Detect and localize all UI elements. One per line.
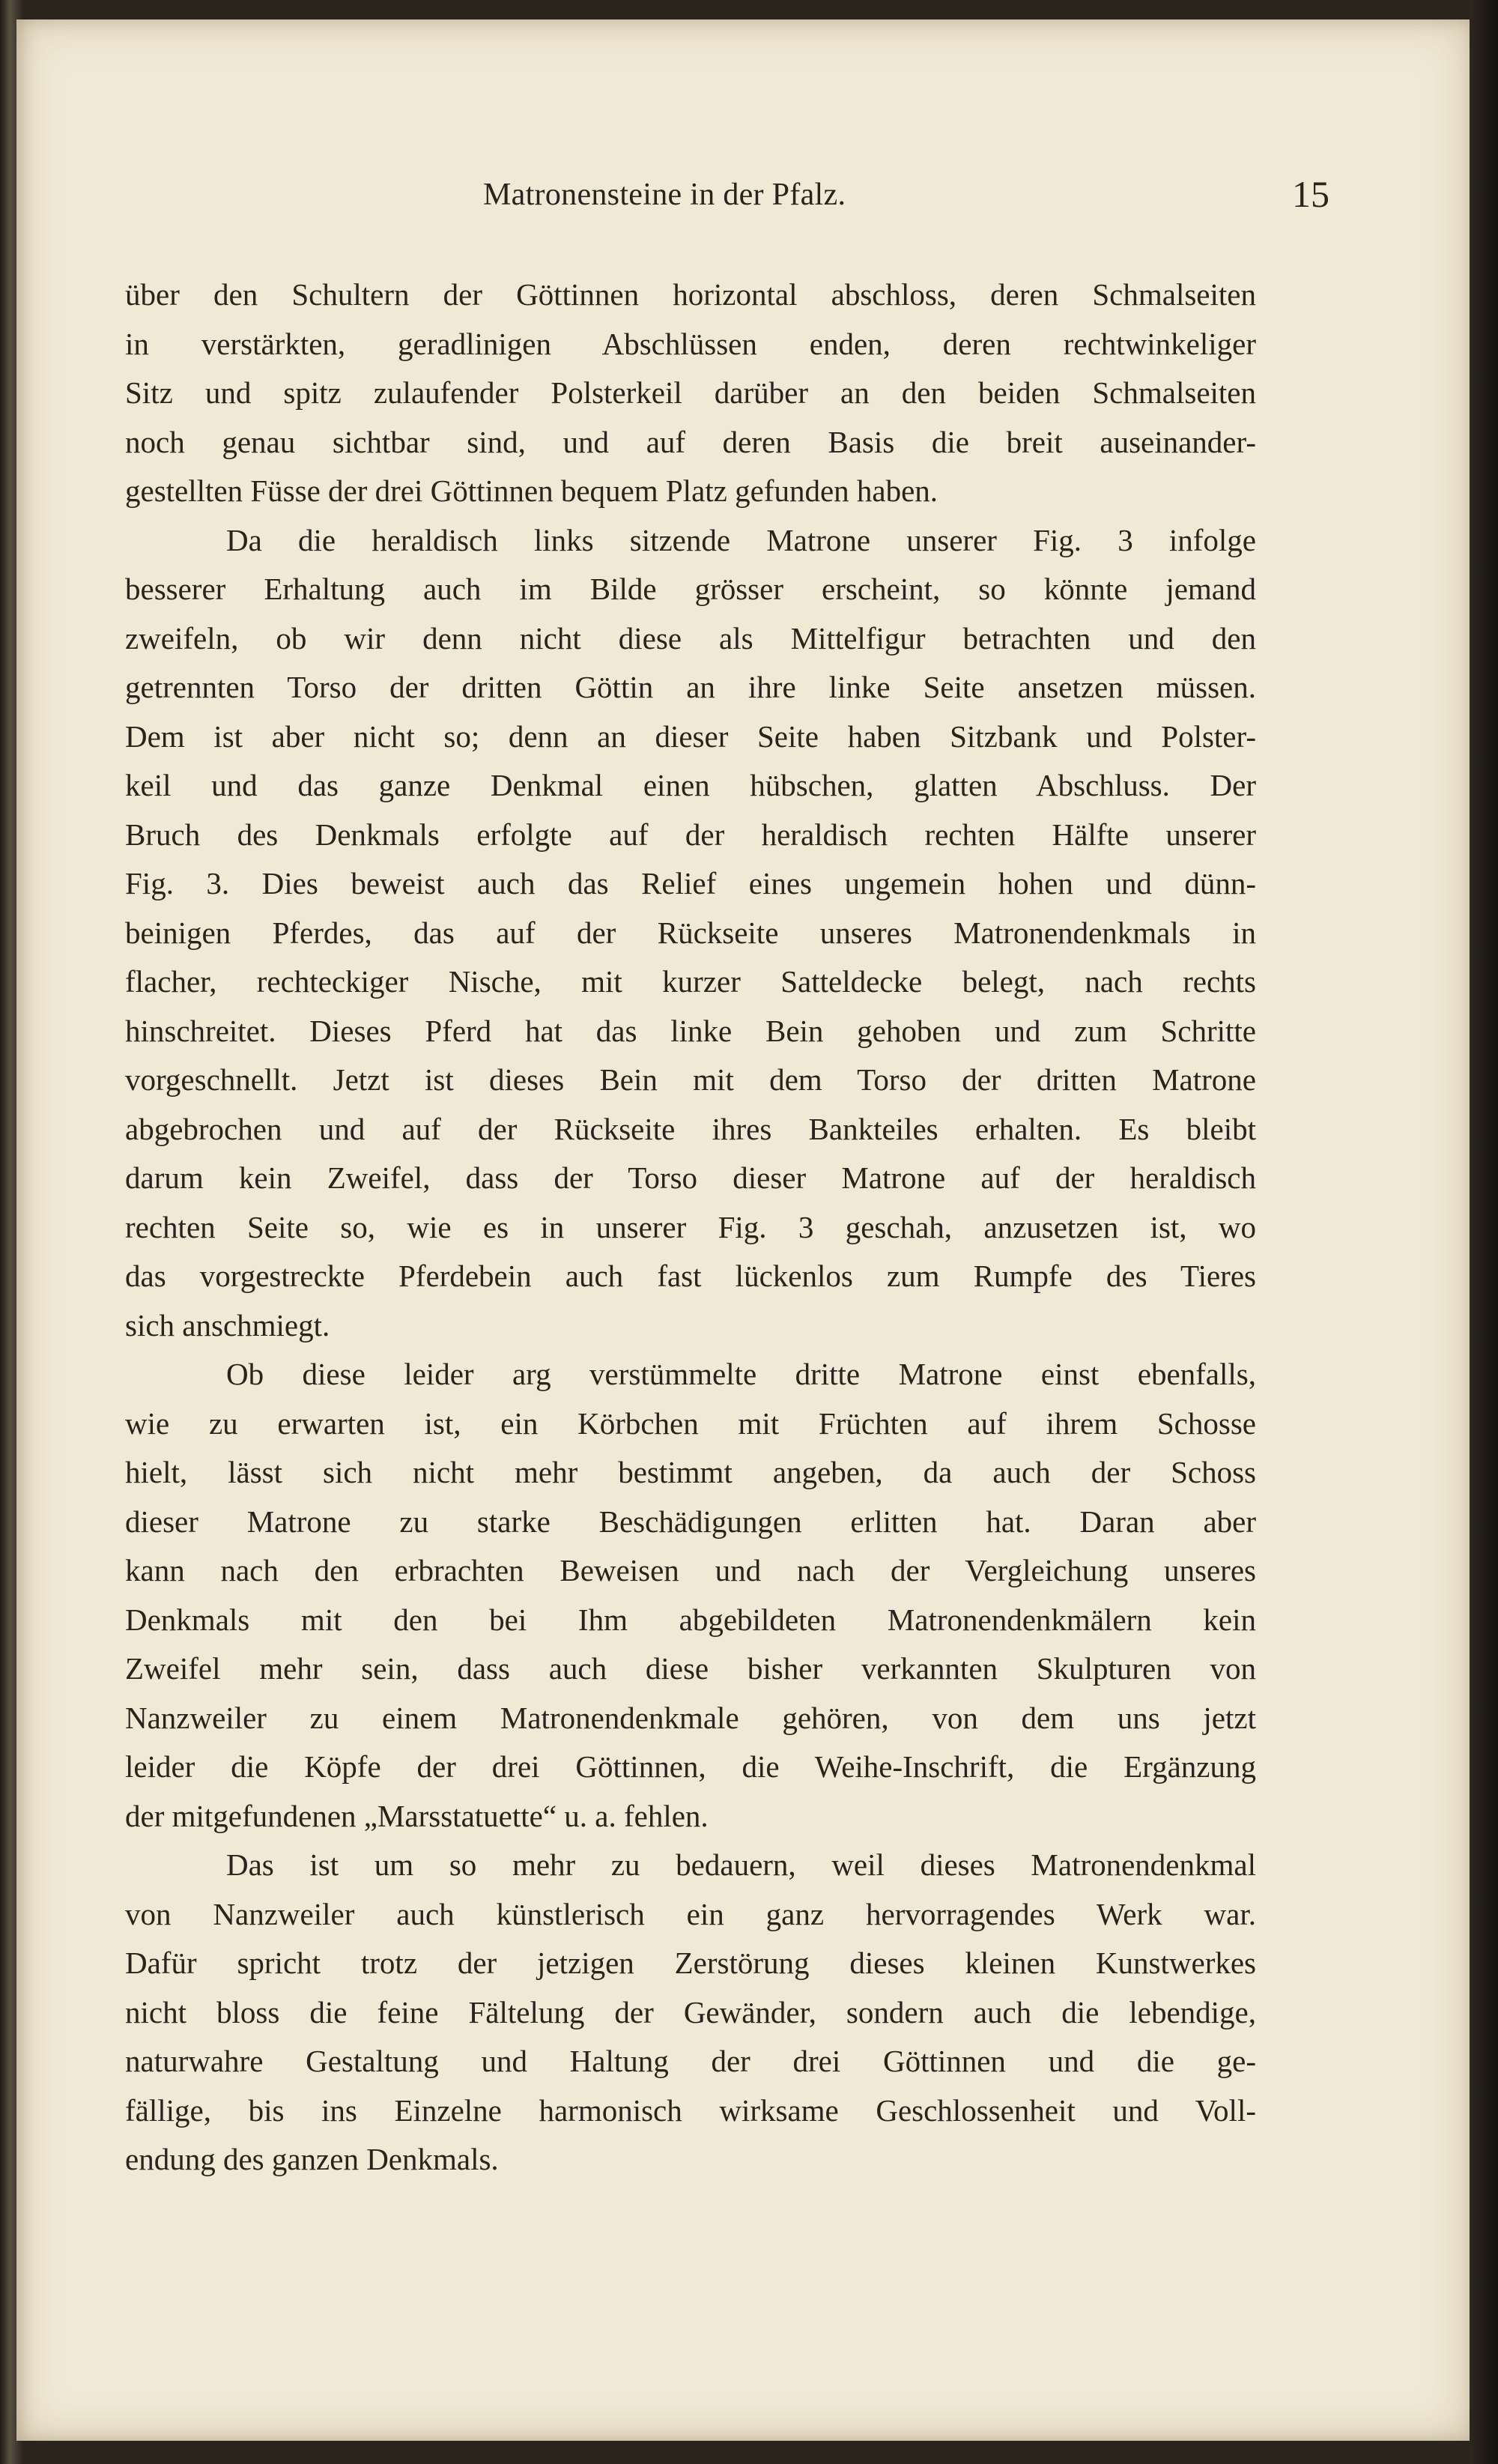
text-line: Denkmals mit den bei Ihm abgebildeten Matronendenkmälern kein [125, 1602, 1256, 1637]
text-line: wie zu erwarten ist, ein Körbchen mit Früchten auf ihrem Schosse [125, 1405, 1256, 1441]
text-line: kann nach den erbrachten Beweisen und nach der Vergleichung unseres [125, 1553, 1256, 1587]
text-line: beinigen Pferdes, das auf der Rückseite unseres Matronendenkmals in [125, 915, 1256, 950]
text-line: vorgeschnellt. Jetzt ist dieses Bein mit dem Torso der dritten Matrone [125, 1062, 1256, 1097]
page-edge-shadow [1470, 0, 1498, 2464]
text-line: dieser Matrone zu starke Beschädigungen erlitten hat. Daran aber [125, 1504, 1256, 1539]
text-line: fällige, bis ins Einzelne harmonisch wirksame Geschlossenheit und Voll- [125, 2092, 1256, 2128]
text-line: Bruch des Denkmals erfolgte auf der heraldisch rechten Hälfte unserer [125, 817, 1256, 852]
text-line: über den Schultern der Göttinnen horizontal abschloss, deren Schmalseiten [125, 277, 1256, 312]
text-line: darum kein Zweifel, dass der Torso dieser Matrone auf der heraldisch [125, 1160, 1256, 1195]
paragraph [125, 270, 1256, 516]
text-line: noch genau sichtbar sind, und auf deren Basis die breit auseinander- [125, 424, 1256, 459]
text-line: in verstärkten, geradlinigen Abschlüssen enden, deren rechtwinkeliger [125, 326, 1256, 361]
text-line: hinschreitet. Dieses Pferd hat das linke Bein gehoben und zum Schritte [125, 1013, 1256, 1048]
paragraph [125, 516, 1256, 1351]
text-line: der mitgefundenen „Marsstatuette“ u. a. fehlen. [125, 1798, 709, 1833]
text-line: nicht bloss die feine Fältelung der Gewänder, sondern auch die lebendige, [125, 1994, 1256, 2029]
text-line: Fig. 3. Dies beweist auch das Relief eines ungemein hohen und dünn- [125, 866, 1256, 900]
text-line: getrennten Torso der dritten Göttin an ihre linke Seite ansetzen müssen. [125, 670, 1256, 704]
text-line: Zweifel mehr sein, dass auch diese bisher verkannten Skulpturen von [125, 1651, 1256, 1686]
text-line: abgebrochen und auf der Rückseite ihres Bankteiles erhalten. Es bleibt [125, 1111, 1256, 1146]
page-number: 15 [1292, 173, 1329, 215]
running-title: Matronensteine in der Pfalz. [483, 178, 846, 212]
text-line: Nanzweiler zu einem Matronendenkmale gehören, von dem uns jetzt [125, 1700, 1256, 1735]
body-text [125, 270, 1256, 2185]
text-line: rechten Seite so, wie es in unserer Fig. 3 geschah, anzusetzen ist, wo [125, 1209, 1256, 1244]
page-header [483, 173, 1329, 222]
text-line: Ob diese leider arg verstümmelte dritte Matrone einst ebenfalls, [226, 1357, 1256, 1391]
text-line: endung des ganzen Denkmals. [125, 2142, 499, 2176]
text-line: das vorgestreckte Pferdebein auch fast lückenlos zum Rumpfe des Tieres [125, 1259, 1256, 1293]
text-line: flacher, rechteckiger Nische, mit kurzer Satteldecke belegt, nach rechts [125, 964, 1256, 999]
text-line: leider die Köpfe der drei Göttinnen, die Weihe-Inschrift, die Ergänzung [125, 1749, 1256, 1784]
paragraph [125, 1350, 1256, 1841]
text-line: Dafür spricht trotz der jetzigen Zerstörung dieses kleinen Kunstwerkes [125, 1946, 1256, 1980]
text-line: von Nanzweiler auch künstlerisch ein ganz hervorragendes Werk war. [125, 1896, 1256, 1931]
text-line: gestellten Füsse der drei Göttinnen bequem Platz gefunden haben. [125, 473, 938, 508]
text-line: naturwahre Gestaltung und Haltung der drei Göttinnen und die ge- [125, 2044, 1256, 2078]
text-line: Das ist um so mehr zu bedauern, weil dieses Matronendenkmal [226, 1847, 1256, 1882]
text-line: zweifeln, ob wir denn nicht diese als Mittelfigur betrachten und den [125, 620, 1256, 656]
text-line: Sitz und spitz zulaufender Polsterkeil darüber an den beiden Schmalseiten [125, 375, 1256, 410]
text-line: Da die heraldisch links sitzende Matrone unserer Fig. 3 infolge [226, 522, 1256, 557]
text-line: hielt, lässt sich nicht mehr bestimmt angeben, da auch der Schoss [125, 1455, 1256, 1489]
text-line: keil und das ganze Denkmal einen hübschen, glatten Abschluss. Der [125, 768, 1256, 802]
text-line: Dem ist aber nicht so; denn an dieser Seite haben Sitzbank und Polster- [125, 718, 1256, 754]
text-line: besserer Erhaltung auch im Bilde grösser erscheint, so könnte jemand [125, 572, 1256, 606]
text-line: sich anschmiegt. [125, 1307, 330, 1343]
paragraph [125, 1841, 1256, 2185]
